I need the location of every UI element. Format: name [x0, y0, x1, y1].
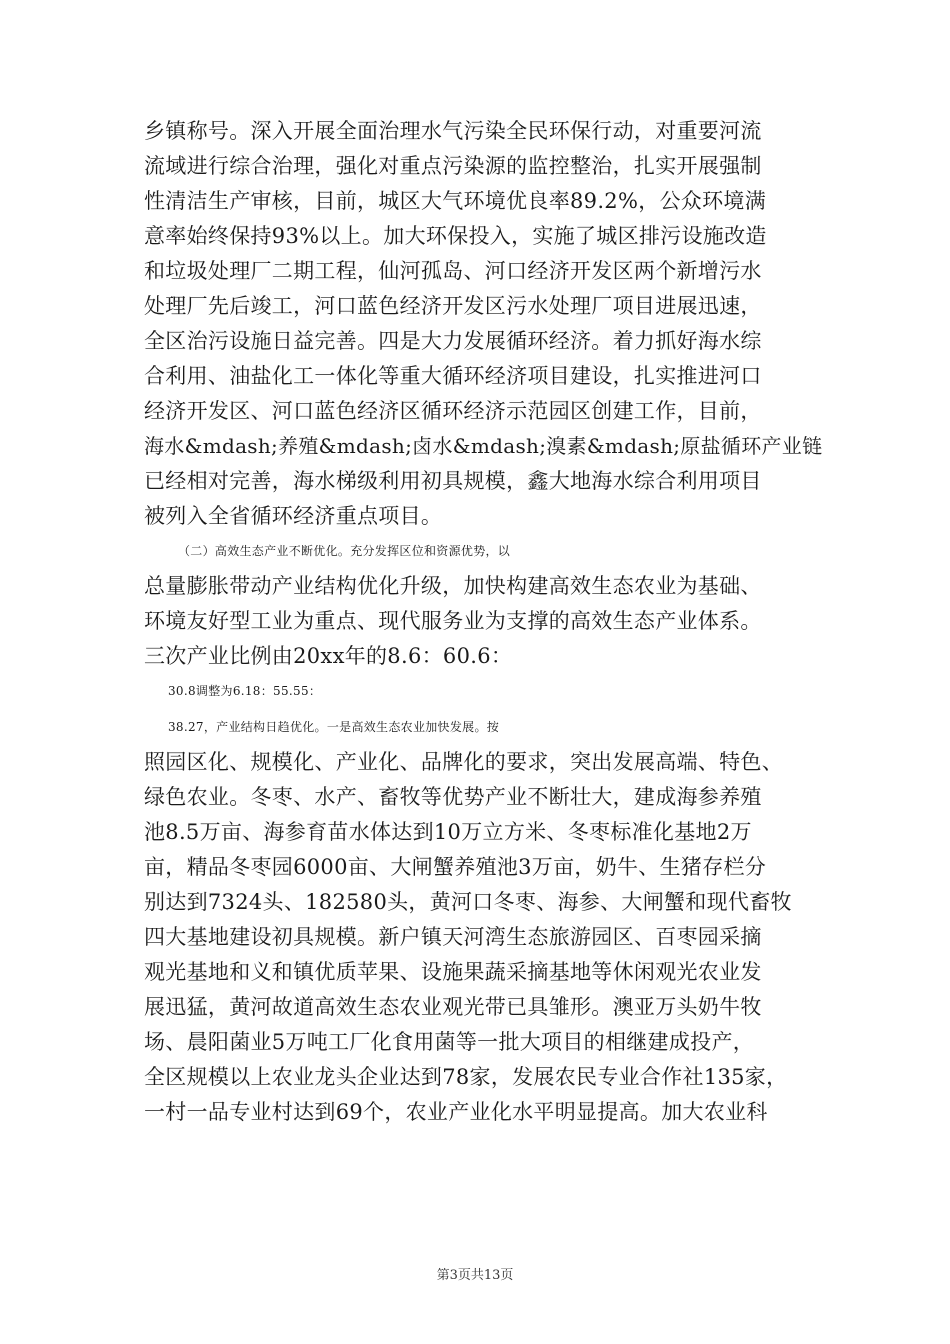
text-line: 乡镇称号。深入开展全面治理水气污染全民环保行动，对重要河流	[144, 119, 762, 143]
text-line: 四大基地建设初具规模。新户镇天河湾生态旅游园区、百枣园采摘	[144, 925, 762, 949]
text-line: 已经相对完善，海水梯级利用初具规模，鑫大地海水综合利用项目	[144, 469, 762, 493]
text-line: 38.27，产业结构日趋优化。一是高效生态农业加快发展。按	[168, 720, 500, 734]
text-line: 三次产业比例由20xx年的8.6：60.6：	[144, 644, 513, 668]
text-line: 意率始终保持93%以上。加大环保投入，实施了城区排污设施改造	[144, 224, 767, 248]
text-line: 环境友好型工业为重点、现代服务业为支撑的高效生态产业体系。	[144, 609, 762, 633]
text-line: 观光基地和义和镇优质苹果、设施果蔬采摘基地等休闲观光农业发	[144, 960, 762, 984]
text-line: 和垃圾处理厂二期工程，仙河孤岛、河口经济开发区两个新增污水	[144, 259, 762, 283]
text-line: 总量膨胀带动产业结构优化升级，加快构建高效生态农业为基础、	[144, 574, 762, 598]
text-line: 流域进行综合治理，强化对重点污染源的监控整治，扎实开展强制	[144, 154, 762, 178]
text-line: 全区治污设施日益完善。四是大力发展循环经济。着力抓好海水综	[144, 329, 762, 353]
text-line: （二）高效生态产业不断优化。充分发挥区位和资源优势，以	[178, 544, 511, 558]
text-line: 海水&mdash;养殖&mdash;卤水&mdash;溴素&mdash;原盐循环产业链	[144, 434, 823, 458]
text-line: 被列入全省循环经济重点项目。	[144, 504, 443, 528]
text-line: 性清洁生产审核，目前，城区大气环境优良率89.2%，公众环境满	[144, 189, 767, 213]
text-line: 经济开发区、河口蓝色经济区循环经济示范园区创建工作，目前，	[144, 399, 762, 423]
text-line: 场、晨阳菌业5万吨工厂化食用菌等一批大项目的相继建成投产，	[144, 1030, 755, 1054]
text-line: 池8.5万亩、海参育苗水体达到10万立方米、冬枣标准化基地2万	[144, 820, 752, 844]
text-line: 别达到7324头、182580头，黄河口冬枣、海参、大闸蟹和现代畜牧	[144, 890, 792, 914]
text-line: 亩，精品冬枣园6000亩、大闸蟹养殖池3万亩，奶牛、生猪存栏分	[144, 855, 767, 879]
text-line: 处理厂先后竣工，河口蓝色经济开发区污水处理厂项目进展迅速，	[144, 294, 762, 318]
text-line: 合利用、油盐化工一体化等重大循环经济项目建设，扎实推进河口	[144, 364, 762, 388]
text-line: 绿色农业。冬枣、水产、畜牧等优势产业不断壮大，建成海参养殖	[144, 785, 762, 809]
text-line: 30.8调整为6.18：55.55：	[168, 684, 322, 698]
text-line: 照园区化、规模化、产业化、品牌化的要求，突出发展高端、特色、	[144, 750, 783, 774]
text-line: 展迅猛，黄河故道高效生态农业观光带已具雏形。澳亚万头奶牛牧	[144, 995, 762, 1019]
text-line: 一村一品专业村达到69个，农业产业化水平明显提高。加大农业科	[144, 1100, 768, 1124]
page-number-footer: 第3页共13页	[436, 1268, 514, 1283]
text-line: 全区规模以上农业龙头企业达到78家，发展农民专业合作社135家，	[144, 1065, 788, 1089]
